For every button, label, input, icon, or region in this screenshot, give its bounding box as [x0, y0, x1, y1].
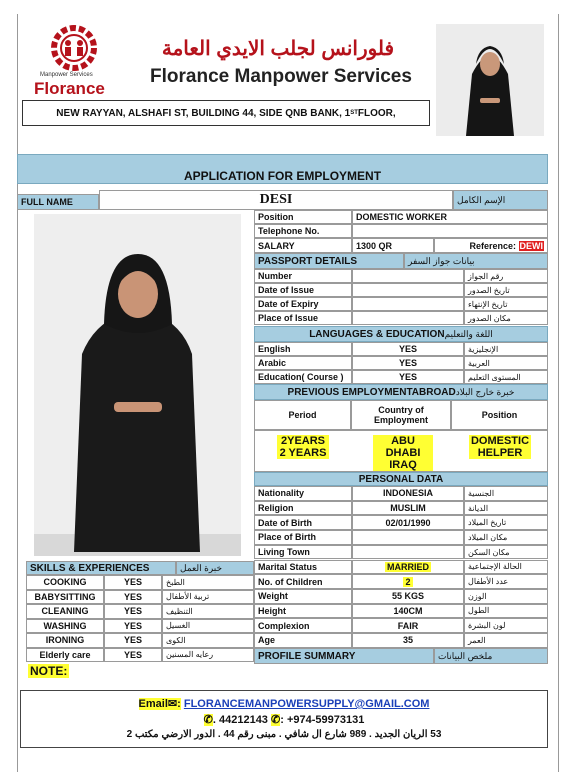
- personal-value: [352, 560, 464, 575]
- email-label: Email: [138, 698, 168, 710]
- company-name-english: Florance Manpower Services: [150, 66, 412, 87]
- mail-icon: ✉:: [167, 698, 181, 710]
- language-label: Arabic: [254, 356, 352, 370]
- logo-sub: Manpower Services: [40, 72, 93, 78]
- language-label-ar: العربية: [464, 356, 548, 370]
- skill-label-ar: الكوى: [162, 633, 254, 648]
- telephone-value: [352, 224, 548, 238]
- phone-line: [21, 713, 547, 726]
- personal-label-ar: الطول: [464, 604, 548, 619]
- personal-label-ar: الوزن: [464, 589, 548, 604]
- personal-value: [352, 574, 464, 589]
- note-label: NOTE:: [30, 664, 68, 678]
- personal-value: MUSLIM: [352, 501, 464, 516]
- personal-label: Height: [254, 604, 352, 619]
- personal-label-ar: لون البشرة: [464, 618, 548, 633]
- passport-value: [352, 297, 464, 311]
- language-value: YES: [352, 342, 464, 356]
- footer-box: [20, 690, 548, 748]
- skill-label-ar: التنظيف: [162, 604, 254, 619]
- skill-label: COOKING: [26, 575, 104, 590]
- applicant-photo: [34, 214, 241, 556]
- passport-value: [352, 269, 464, 283]
- personal-label-ar: تاريخ الميلاد: [464, 515, 548, 530]
- company-name-arabic: فلورانس لجلب الايدي العامة: [161, 38, 395, 60]
- personal-label-ar: مكان السكن: [464, 545, 548, 560]
- position-header: Position: [451, 400, 548, 430]
- skill-label-ar: رعايه المسنين: [162, 648, 254, 663]
- personal-label: Religion: [254, 501, 352, 516]
- language-value: YES: [352, 370, 464, 384]
- skill-label-ar: الطبخ: [162, 575, 254, 590]
- highlighted-value: MARRIED: [387, 561, 429, 572]
- personal-label: Place of Birth: [254, 530, 352, 545]
- personal-value: INDONESIA: [352, 486, 464, 501]
- company-logo: [26, 22, 122, 96]
- form-title: APPLICATION FOR EMPLOYMENT: [17, 154, 548, 184]
- previous-employment-title: [254, 384, 548, 400]
- passport-label: Place of Issue: [254, 311, 352, 325]
- languages-title: [254, 326, 548, 342]
- personal-label: Age: [254, 633, 352, 648]
- skill-label: BABYSITTING: [26, 590, 104, 605]
- position-label: Position: [254, 210, 352, 224]
- previous-period: 2YEARS 2 YEARS: [277, 435, 329, 459]
- full-name-label-ar: الإسم الكامل: [453, 190, 548, 210]
- reference-label: Reference:: [469, 240, 516, 251]
- passport-value: [352, 283, 464, 297]
- personal-label: Nationality: [254, 486, 352, 501]
- passport-value: [352, 311, 464, 325]
- position-value: DOMESTIC WORKER: [352, 210, 548, 224]
- personal-value: 140CM: [352, 604, 464, 619]
- previous-data-row: [254, 430, 548, 472]
- profile-summary-title: PROFILE SUMMARY: [254, 648, 434, 664]
- highlighted-value: 2: [405, 576, 411, 587]
- full-name-value: DESI: [99, 190, 453, 210]
- personal-label: Living Town: [254, 545, 352, 560]
- skill-value: YES: [104, 604, 162, 619]
- personal-label-ar: الديانة: [464, 501, 548, 516]
- passport-label-ar: رقم الجواز: [464, 269, 548, 283]
- passport-label-ar: تاريخ الصدور: [464, 283, 548, 297]
- footer-address-ar: 53 الريان الجديد . 989 شارع ال شافي . مبنى رقم 44 . الدور الارضي مكتب 2: [126, 729, 442, 740]
- reference-value: DEWI: [519, 240, 543, 251]
- skill-value: YES: [104, 575, 162, 590]
- personal-label-ar: العمر: [464, 633, 548, 648]
- skill-label-ar: الغسيل: [162, 619, 254, 634]
- email-line: [21, 697, 547, 710]
- skill-label-ar: تربية الأطفال: [162, 590, 254, 605]
- full-name-label: FULL NAME: [17, 194, 99, 210]
- personal-label-ar: عدد الأطفال: [464, 574, 548, 589]
- skill-value: YES: [104, 633, 162, 648]
- personal-value: FAIR: [352, 618, 464, 633]
- language-label: Education( Course ): [254, 370, 352, 384]
- header-photo: [436, 24, 544, 136]
- personal-label-ar: الجنسية: [464, 486, 548, 501]
- skill-value: YES: [104, 590, 162, 605]
- passport-title: PASSPORT DETAILS: [254, 253, 404, 269]
- personal-value: [352, 530, 464, 545]
- passport-title-ar: بيانات جواز السفر: [404, 253, 548, 269]
- language-value: YES: [352, 356, 464, 370]
- personal-label: No. of Children: [254, 574, 352, 589]
- personal-label: Date of Birth: [254, 515, 352, 530]
- phone-two: : +974-59973131: [280, 714, 365, 726]
- skill-value: YES: [104, 619, 162, 634]
- languages-title-en: LANGUAGES & EDUCATION: [309, 328, 445, 340]
- previous-title-en: PREVIOUS EMPLOYMENTABROAD: [287, 386, 456, 398]
- personal-value: 55 KGS: [352, 589, 464, 604]
- previous-title-ar: خبرة خارج البلاد: [455, 386, 515, 397]
- country-header: Country of Employment: [351, 400, 451, 430]
- telephone-label: Telephone No.: [254, 224, 352, 238]
- languages-title-ar: اللغة والتعليم: [444, 328, 493, 339]
- application-page: [17, 14, 559, 772]
- passport-label-ar: مكان الصدور: [464, 311, 548, 325]
- address-sup: ST: [350, 110, 358, 116]
- address-text: NEW RAYYAN, ALSHAFI ST, BUILDING 44, SIDE QNB BANK, 1: [56, 107, 351, 119]
- passport-label: Date of Issue: [254, 283, 352, 297]
- personal-label: Marital Status: [254, 560, 352, 575]
- language-label: English: [254, 342, 352, 356]
- skills-title: SKILLS & EXPERIENCES: [26, 561, 176, 575]
- personal-value: 35: [352, 633, 464, 648]
- phone-icon: ✆: [203, 714, 213, 726]
- language-label-ar: المستوى التعليم: [464, 370, 548, 384]
- phone-one: . 44212143: [212, 714, 268, 726]
- email-value[interactable]: FLORANCEMANPOWERSUPPLY@GMAIL.COM: [183, 698, 430, 710]
- passport-label-ar: تاريخ الإنتهاء: [464, 297, 548, 311]
- skill-label: IRONING: [26, 633, 104, 648]
- skill-label: Elderly care: [26, 648, 104, 663]
- personal-label: Weight: [254, 589, 352, 604]
- previous-country: ABU DHABI IRAQ: [373, 435, 433, 471]
- gear-people-icon: [26, 22, 122, 74]
- personal-value: 02/01/1990: [352, 515, 464, 530]
- skill-label: WASHING: [26, 619, 104, 634]
- personal-value: [352, 545, 464, 560]
- personal-label: Complexion: [254, 618, 352, 633]
- language-label-ar: الإنجليزية: [464, 342, 548, 356]
- personal-label-ar: الحالة الإجتماعية: [464, 560, 548, 575]
- profile-summary-title-ar: ملخص البيانات: [434, 648, 548, 664]
- passport-label: Date of Expiry: [254, 297, 352, 311]
- skill-value: YES: [104, 648, 162, 663]
- mobile-icon: ✆: [271, 714, 281, 726]
- logo-text: Florance: [34, 79, 105, 98]
- reference-cell: [434, 238, 548, 253]
- passport-label: Number: [254, 269, 352, 283]
- address-box: [22, 100, 430, 126]
- salary-value: 1300 QR: [352, 238, 434, 253]
- personal-data-title: PERSONAL DATA: [254, 472, 548, 486]
- previous-position: DOMESTIC HELPER: [470, 435, 530, 459]
- salary-label: SALARY: [254, 238, 352, 253]
- personal-label-ar: مكان الميلاد: [464, 530, 548, 545]
- period-header: Period: [254, 400, 351, 430]
- skill-label: CLEANING: [26, 604, 104, 619]
- address-end: FLOOR,: [357, 107, 396, 119]
- skills-title-ar: خبرة العمل: [176, 561, 254, 575]
